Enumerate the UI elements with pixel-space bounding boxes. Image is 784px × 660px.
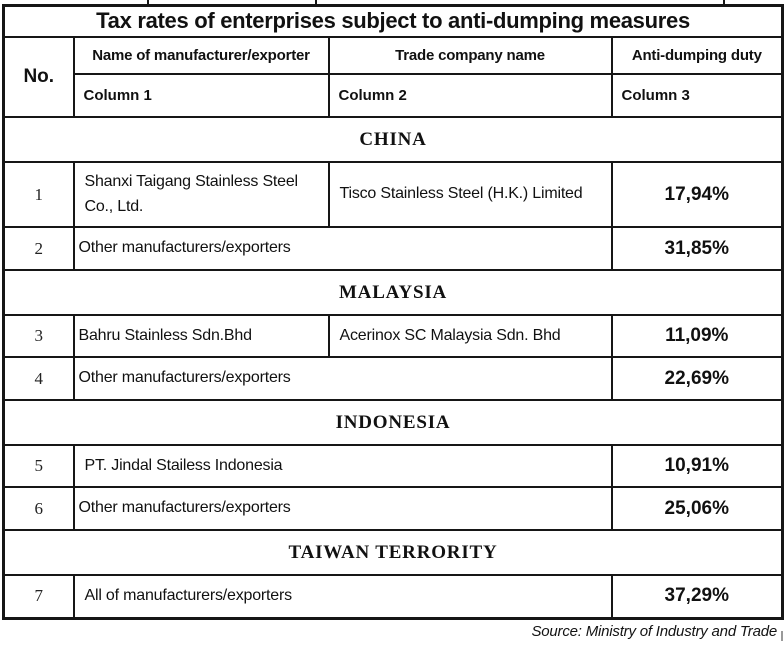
manufacturer-cell: Other manufacturers/exporters (74, 227, 612, 270)
section-title: TAIWAN TERRORITY (4, 530, 783, 575)
row-number: 5 (4, 445, 74, 487)
row-number: 2 (4, 227, 74, 270)
anti-dumping-duty-table (2, 4, 784, 620)
duty-cell: 10,91% (612, 445, 783, 487)
table-row (4, 227, 783, 270)
duty-cell: 22,69% (612, 357, 783, 400)
section-band-taiwan (4, 530, 783, 575)
scan-artifact-tick (781, 631, 783, 641)
duty-cell: 11,09% (612, 315, 783, 357)
row-number: 7 (4, 575, 74, 618)
manufacturer-cell: All of manufacturers/exporters (74, 575, 612, 618)
table-row (4, 445, 783, 487)
duty-cell: 31,85% (612, 227, 783, 270)
duty-cell: 25,06% (612, 487, 783, 530)
section-band-malaysia (4, 270, 783, 315)
source-attribution: Source: Ministry of Industry and Trade (531, 622, 777, 640)
table-row (4, 315, 783, 357)
section-title: CHINA (4, 117, 783, 162)
row-number: 1 (4, 162, 74, 227)
table-row (4, 487, 783, 530)
manufacturer-cell: Bahru Stainless Sdn.Bhd (74, 315, 329, 357)
trade-company-cell: Acerinox SC Malaysia Sdn. Bhd (329, 315, 612, 357)
header-trade-company: Trade company name (329, 37, 612, 74)
header-column-1: Column 1 (74, 74, 329, 117)
trade-company-cell: Tisco Stainless Steel (H.K.) Limited (329, 162, 612, 227)
duty-cell: 37,29% (612, 575, 783, 618)
manufacturer-cell: Shanxi Taigang Stainless Steel Co., Ltd. (74, 162, 329, 227)
manufacturer-cell: PT. Jindal Stailess Indonesia (74, 445, 612, 487)
scan-artifact-tick (315, 0, 317, 4)
header-no: No. (4, 37, 74, 117)
manufacturer-cell: Other manufacturers/exporters (74, 357, 612, 400)
header-duty: Anti-dumping duty (612, 37, 783, 74)
section-title: INDONESIA (4, 400, 783, 445)
table-title-row (4, 6, 783, 38)
header-manufacturer: Name of manufacturer/exporter (74, 37, 329, 74)
section-title: MALAYSIA (4, 270, 783, 315)
scan-artifact-tick (723, 0, 725, 4)
table-title: Tax rates of enterprises subject to anti-dumping measures (4, 6, 783, 38)
section-band-china (4, 117, 783, 162)
header-row-column-numbers (4, 74, 783, 117)
manufacturer-cell: Other manufacturers/exporters (74, 487, 612, 530)
header-column-3: Column 3 (612, 74, 783, 117)
table-row (4, 575, 783, 618)
header-row-titles (4, 37, 783, 74)
section-band-indonesia (4, 400, 783, 445)
duty-cell: 17,94% (612, 162, 783, 227)
row-number: 3 (4, 315, 74, 357)
row-number: 6 (4, 487, 74, 530)
table-row (4, 357, 783, 400)
table-row (4, 162, 783, 227)
header-column-2: Column 2 (329, 74, 612, 117)
scan-artifact-tick (147, 0, 149, 4)
row-number: 4 (4, 357, 74, 400)
